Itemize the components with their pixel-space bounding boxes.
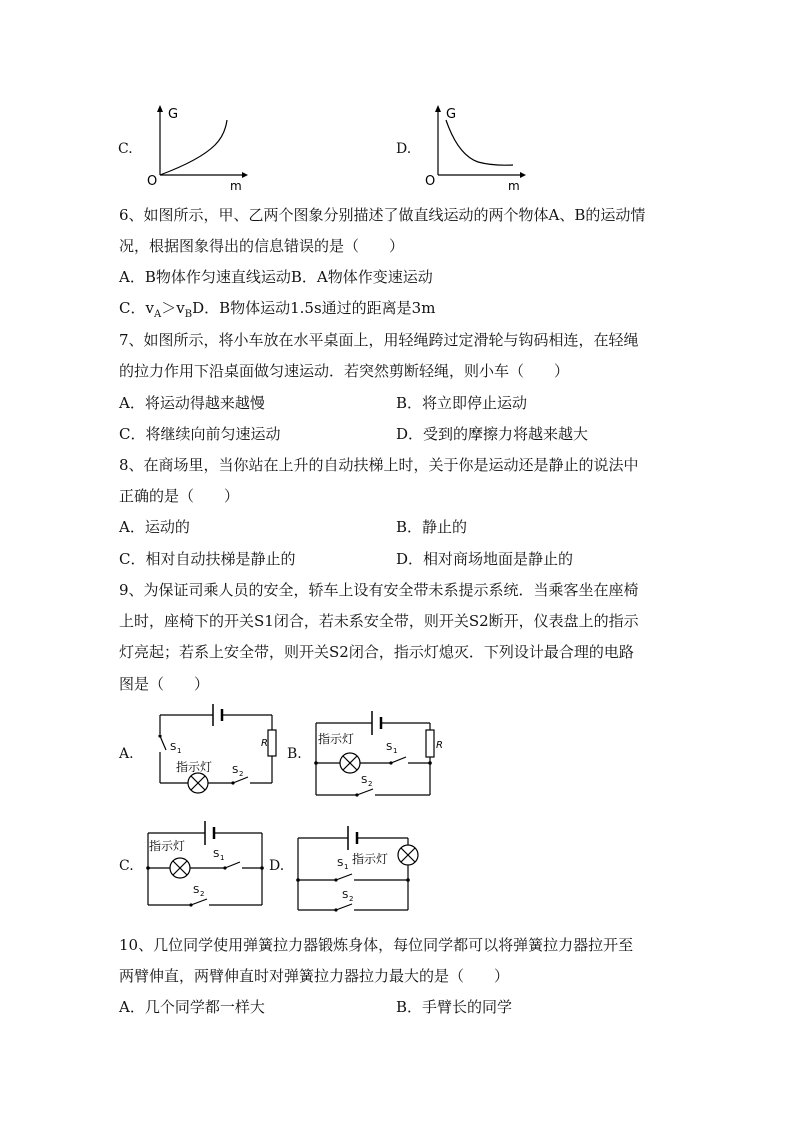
q8-option-c: C．相对自动扶梯是静止的: [119, 550, 296, 568]
circuit-b-lamp-label: 指示灯: [318, 732, 355, 746]
graph-d-label: D.: [396, 141, 412, 157]
circuit-b-s1-letter: S: [386, 742, 393, 753]
graph-c-y-axis: G: [168, 107, 179, 122]
circuit-b-s2-sub: 2: [368, 780, 373, 788]
circuit-a: [150, 700, 280, 800]
q8-option-d: D．相对商场地面是静止的: [396, 550, 574, 568]
q9-stem-line-3: 灯亮起；若系上安全带，则开关S2闭合，指示灯熄灭．下列设计最合理的电路: [119, 643, 634, 661]
q8-stem-line-2: 正确的是（ ）: [119, 487, 240, 505]
q6-option-c-prefix: C．: [119, 299, 146, 317]
q6-v-b: v: [176, 299, 185, 317]
q7-option-b: B．将立即停止运动: [396, 394, 528, 412]
graph-d-y-axis: G: [446, 107, 457, 122]
graph-c: [140, 100, 250, 195]
q8-option-b: B．静止的: [396, 518, 468, 536]
graph-d-origin: O: [425, 174, 436, 189]
circuit-c-s1-letter: S: [213, 849, 220, 860]
q7-option-a: A．将运动得越来越慢: [119, 394, 265, 412]
circuit-a-s2-sub: 2: [239, 770, 244, 778]
graph-d-x-axis: m: [508, 179, 520, 193]
q6-option-ab: A．B物体作匀速直线运动B．A物体作变速运动: [119, 268, 433, 286]
circuit-b-resistor-label: R: [436, 740, 443, 751]
circuit-d: [290, 820, 425, 920]
q9-stem-line-4: 图是（ ）: [119, 675, 210, 693]
circuit-c-s2-sub: 2: [200, 890, 205, 898]
circuit-a-lamp-label: 指示灯: [176, 760, 213, 774]
circuit-d-lamp-label: 指示灯: [352, 852, 389, 866]
circuit-c-lamp-label: 指示灯: [149, 839, 186, 853]
q10-option-a: A．几个同学都一样大: [119, 998, 265, 1016]
circuit-b: [306, 705, 446, 805]
circuit-c-label: C.: [119, 858, 134, 874]
q6-greater-than: ＞: [161, 299, 177, 317]
q6-stem-line-2: 况，根据图象得出的信息错误的是（ ）: [119, 237, 405, 255]
q6-sub-a: A: [153, 309, 162, 320]
circuit-b-label: B.: [287, 746, 302, 762]
q9-stem-line-2: 上时，座椅下的开关S1闭合，若未系安全带，则开关S2断开，仪表盘上的指示: [119, 612, 639, 630]
circuit-d-s1-sub: 1: [344, 863, 349, 871]
q6-v-a: v: [145, 299, 154, 317]
circuit-c: [140, 815, 270, 915]
q8-option-a: A．运动的: [119, 518, 190, 536]
graph-c-x-axis: m: [230, 179, 242, 193]
q10-option-b: B．手臂长的同学: [396, 998, 513, 1016]
q7-stem-line-2: 的拉力作用下沿桌面做匀速运动．若突然剪断轻绳，则小车（ ）: [119, 362, 570, 380]
q8-stem-line-1: 8、在商场里，当你站在上升的自动扶梯上时，关于你是运动还是静止的说法中: [119, 456, 639, 474]
circuit-a-s2-letter: S: [232, 765, 239, 776]
q7-option-c: C．将继续向前匀速运动: [119, 425, 281, 443]
q6-option-d: D．B物体运动1.5s通过的距离是3m: [192, 299, 436, 317]
q9-stem-line-1: 9、为保证司乘人员的安全，轿车上设有安全带未系提示系统．当乘客坐在座椅: [119, 581, 639, 599]
circuit-b-s2-letter: S: [361, 775, 368, 786]
q6-option-cd: [119, 298, 435, 325]
q10-stem-line-1: 10、几位同学使用弹簧拉力器锻炼身体，每位同学都可以将弹簧拉力器拉开至: [119, 936, 634, 954]
graph-d: [418, 100, 528, 195]
circuit-d-s2-letter: S: [342, 890, 349, 901]
q7-stem-line-1: 7、如图所示，将小车放在水平桌面上，用轻绳跨过定滑轮与钩码相连，在轻绳: [119, 331, 639, 349]
graph-c-origin: O: [147, 174, 158, 189]
circuit-a-resistor-label: R: [261, 738, 268, 749]
q6-sub-b: B: [184, 309, 193, 320]
q6-stem-line-1: 6、如图所示，甲、乙两个图象分别描述了做直线运动的两个物体A、B的运动情: [119, 206, 646, 224]
circuit-c-s1-sub: 1: [220, 854, 225, 862]
circuit-b-s1-sub: 1: [393, 747, 398, 755]
q7-option-d: D．受到的摩擦力将越来越大: [396, 425, 589, 443]
circuit-c-s2-letter: S: [193, 885, 200, 896]
graph-c-label: C.: [118, 141, 133, 157]
circuit-a-s1-sub: 1: [177, 747, 182, 755]
circuit-d-label: D.: [269, 858, 285, 874]
circuit-d-s2-sub: 2: [349, 895, 354, 903]
circuit-d-s1-letter: S: [337, 858, 344, 869]
q10-stem-line-2: 两臂伸直，两臂伸直时对弹簧拉力器拉力最大的是（ ）: [119, 967, 510, 985]
circuit-a-s1-letter: S: [170, 742, 177, 753]
circuit-a-label: A.: [119, 746, 134, 762]
